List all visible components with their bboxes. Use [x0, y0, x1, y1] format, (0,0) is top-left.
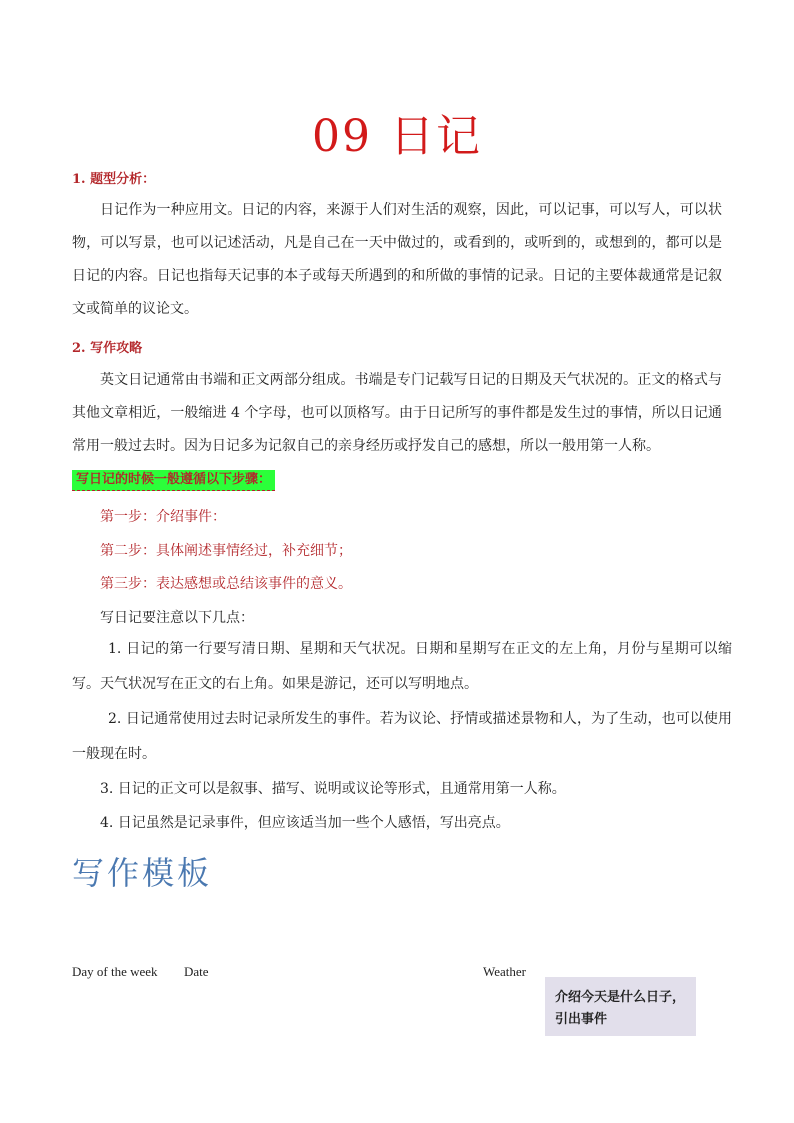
page-title	[0, 100, 794, 164]
notes-intro: 写日记要注意以下几点：	[100, 610, 254, 626]
step-3: 第三步：表达感想或总结该事件的意义。	[100, 576, 352, 592]
steps-label-highlight: 写日记的时候一般遵循以下步骤：	[72, 470, 275, 491]
section-heading-analysis: 1. 题型分析：	[72, 172, 156, 187]
note-3: 3. 日记的正文可以是叙事、描写、说明或议论等形式，且通常用第一人称。	[100, 781, 566, 797]
note-4: 4. 日记虽然是记录事件，但应该适当加一些个人感悟，写出亮点。	[100, 815, 510, 831]
step-1: 第一步：介绍事件：	[100, 509, 226, 525]
note-2: 2. 日记通常使用过去时记录所发生的事件。若为议论、抒情或描述景物和人，为了生动，也可以使用一般现在时。	[72, 711, 732, 762]
section-body-strategy: 英文日记通常由书端和正文两部分组成。书端是专门记载写日记的日期及天气状况的。正文的格式与其他文章相近，一般缩进 4 个字母，也可以顶格写。由于日记所写的事件都是发生过的事情，所以日记通常用一般过去时。因为日记多为记叙自己的亲身经历或抒发自己的感想，所以一般用第一人称。	[72, 372, 722, 454]
section-body-analysis: 日记作为一种应用文。日记的内容，来源于人们对生活的观察，因此，可以记事，可以写人，可以状物，可以写景，也可以记述活动，凡是自己在一天中做过的，或看到的，或听到的，或想到的，都可以是日记的内容。日记也指每天记事的本子或每天所遇到的和所做的事情的记录。日记的主要体裁通常是记叙文或简单的议论文。	[72, 202, 722, 317]
title-number: 09	[312, 111, 372, 162]
template-callout: 介绍今天是什么日子，引出事件	[545, 977, 696, 1036]
template-heading: 写作模板	[72, 854, 213, 892]
title-text: 日记	[390, 111, 482, 162]
day-of-week-label: Day of the week	[72, 964, 158, 979]
step-2: 第二步：具体阐述事情经过，补充细节；	[100, 543, 352, 559]
section-heading-strategy: 2. 写作攻略	[72, 341, 143, 356]
date-label: Date	[184, 964, 209, 979]
note-1: 1. 日记的第一行要写清日期、星期和天气状况。日期和星期写在正文的左上角，月份与星期可以缩写。天气状况写在正文的右上角。如果是游记，还可以写明地点。	[72, 641, 732, 692]
weather-label: Weather	[483, 964, 526, 979]
